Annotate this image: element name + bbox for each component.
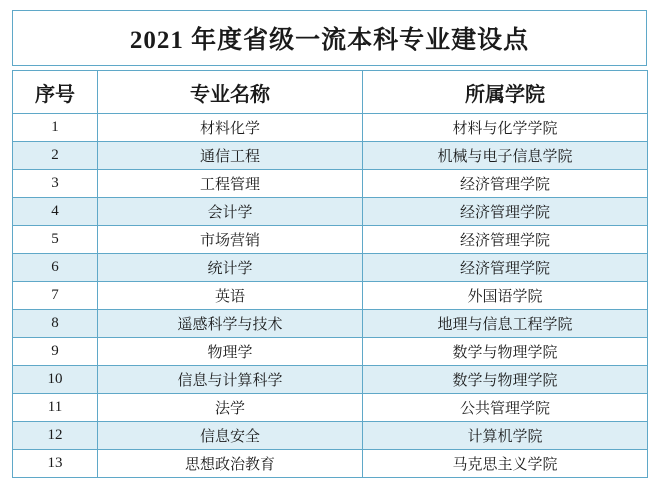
cell-major: 工程管理	[98, 170, 363, 198]
cell-college: 外国语学院	[363, 282, 648, 310]
table-row	[13, 394, 648, 422]
column-header-major: 专业名称	[98, 71, 363, 114]
cell-major: 通信工程	[98, 142, 363, 170]
cell-college: 计算机学院	[363, 422, 648, 450]
cell-college: 地理与信息工程学院	[363, 310, 648, 338]
cell-major: 物理学	[98, 338, 363, 366]
cell-major: 英语	[98, 282, 363, 310]
table-row	[13, 282, 648, 310]
document-title-box	[12, 10, 647, 66]
cell-major: 法学	[98, 394, 363, 422]
table-header	[13, 71, 648, 114]
cell-major: 会计学	[98, 198, 363, 226]
table-row	[13, 198, 648, 226]
cell-index: 7	[13, 282, 98, 310]
table-row	[13, 450, 648, 478]
table-row	[13, 338, 648, 366]
cell-major: 信息安全	[98, 422, 363, 450]
column-header-college: 所属学院	[363, 71, 648, 114]
cell-major: 遥感科学与技术	[98, 310, 363, 338]
column-header-index: 序号	[13, 71, 98, 114]
cell-college: 数学与物理学院	[363, 366, 648, 394]
table-body	[13, 114, 648, 478]
cell-college: 经济管理学院	[363, 170, 648, 198]
cell-index: 6	[13, 254, 98, 282]
cell-index: 13	[13, 450, 98, 478]
cell-major: 统计学	[98, 254, 363, 282]
cell-index: 9	[13, 338, 98, 366]
cell-index: 11	[13, 394, 98, 422]
table-row	[13, 422, 648, 450]
cell-index: 5	[13, 226, 98, 254]
cell-index: 10	[13, 366, 98, 394]
cell-major: 思想政治教育	[98, 450, 363, 478]
cell-college: 马克思主义学院	[363, 450, 648, 478]
cell-index: 8	[13, 310, 98, 338]
table-row	[13, 170, 648, 198]
cell-college: 公共管理学院	[363, 394, 648, 422]
table-row	[13, 366, 648, 394]
table-row	[13, 226, 648, 254]
cell-college: 经济管理学院	[363, 226, 648, 254]
table-header-row	[13, 71, 648, 114]
cell-college: 数学与物理学院	[363, 338, 648, 366]
table-row	[13, 310, 648, 338]
cell-college: 机械与电子信息学院	[363, 142, 648, 170]
majors-table	[12, 70, 648, 478]
page-title: 2021 年度省级一流本科专业建设点	[129, 27, 530, 54]
cell-major: 信息与计算科学	[98, 366, 363, 394]
table-row	[13, 142, 648, 170]
cell-index: 2	[13, 142, 98, 170]
cell-index: 12	[13, 422, 98, 450]
cell-major: 材料化学	[98, 114, 363, 142]
cell-college: 经济管理学院	[363, 198, 648, 226]
cell-index: 3	[13, 170, 98, 198]
cell-index: 1	[13, 114, 98, 142]
table-row	[13, 254, 648, 282]
cell-college: 材料与化学学院	[363, 114, 648, 142]
table-row	[13, 114, 648, 142]
cell-major: 市场营销	[98, 226, 363, 254]
cell-index: 4	[13, 198, 98, 226]
cell-college: 经济管理学院	[363, 254, 648, 282]
